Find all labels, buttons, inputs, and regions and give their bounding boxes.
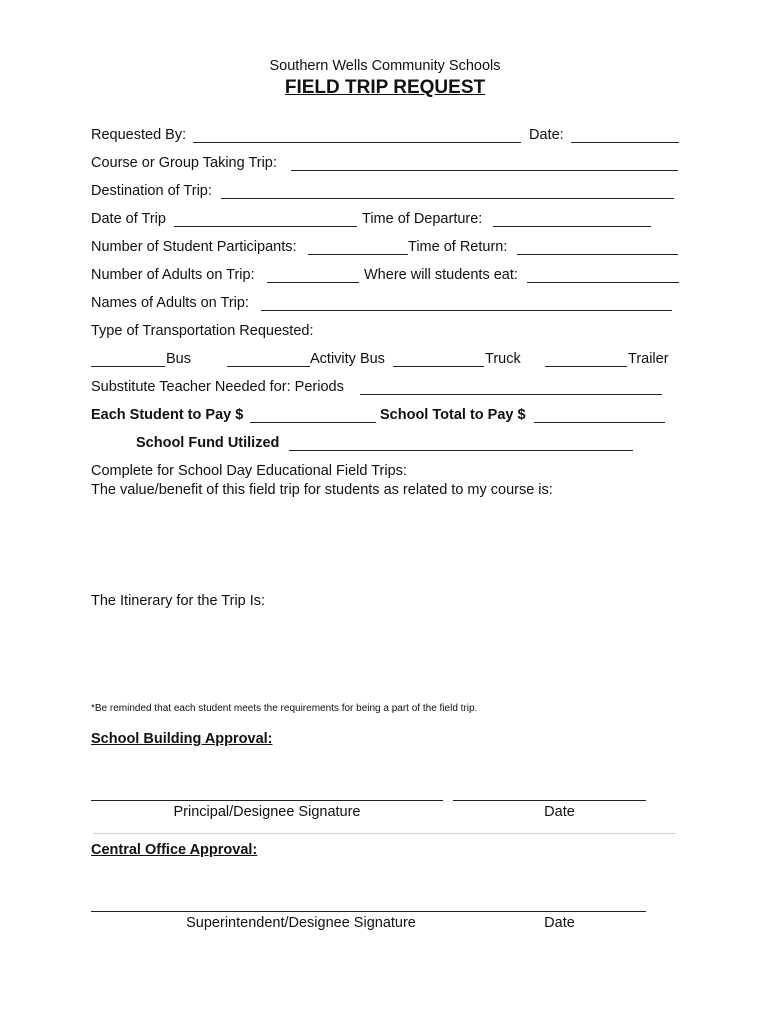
reminder-note: *Be reminded that each student meets the requirements for being a part of the field trip. [91, 703, 478, 714]
activity-bus-field[interactable] [227, 366, 310, 367]
time-return-field[interactable] [517, 254, 678, 255]
destination-field[interactable] [221, 198, 674, 199]
num-adults-label: Number of Adults on Trip: [91, 267, 255, 283]
bus-label: Bus [166, 351, 191, 367]
value-answer-area[interactable] [91, 502, 681, 586]
school-fund-field[interactable] [289, 450, 633, 451]
num-students-field[interactable] [308, 254, 408, 255]
each-student-pay-label: Each Student to Pay $ [91, 407, 244, 423]
educational-heading: Complete for School Day Educational Field Trips: [91, 463, 407, 479]
principal-date-label: Date [544, 804, 575, 820]
section-divider [93, 833, 676, 834]
date-label: Date: [529, 127, 564, 143]
where-eat-field[interactable] [527, 282, 679, 283]
central-approval-heading: Central Office Approval: [91, 842, 258, 858]
names-adults-label: Names of Adults on Trip: [91, 295, 249, 311]
principal-date-line[interactable] [453, 800, 646, 801]
destination-label: Destination of Trip: [91, 183, 212, 199]
superintendent-signature-line[interactable] [91, 911, 453, 912]
where-eat-label: Where will students eat: [364, 267, 518, 283]
trailer-label: Trailer [628, 351, 669, 367]
superintendent-date-line[interactable] [453, 911, 646, 912]
date-field[interactable] [571, 142, 679, 143]
itinerary-answer-area[interactable] [91, 614, 681, 698]
school-name: Southern Wells Community Schools [269, 58, 501, 74]
course-group-label: Course or Group Taking Trip: [91, 155, 277, 171]
superintendent-date-label: Date [544, 915, 575, 931]
transport-label: Type of Transportation Requested: [91, 323, 314, 339]
value-prompt: The value/benefit of this field trip for students as related to my course is: [91, 482, 553, 498]
principal-signature-label: Principal/Designee Signature [173, 804, 361, 820]
superintendent-signature-label: Superintendent/Designee Signature [186, 915, 416, 931]
trailer-field[interactable] [545, 366, 627, 367]
time-departure-field[interactable] [493, 226, 651, 227]
bus-field[interactable] [91, 366, 165, 367]
building-approval-heading: School Building Approval: [91, 731, 273, 747]
date-of-trip-label: Date of Trip [91, 211, 166, 227]
num-adults-field[interactable] [267, 282, 359, 283]
course-group-field[interactable] [291, 170, 678, 171]
principal-signature-line[interactable] [91, 800, 443, 801]
activity-bus-label: Activity Bus [310, 351, 385, 367]
school-total-pay-field[interactable] [534, 422, 665, 423]
form-title: FIELD TRIP REQUEST [284, 77, 486, 98]
requested-by-label: Requested By: [91, 127, 187, 143]
requested-by-field[interactable] [193, 142, 521, 143]
time-return-label: Time of Return: [408, 239, 508, 255]
school-fund-label: School Fund Utilized [136, 435, 280, 451]
itinerary-prompt: The Itinerary for the Trip Is: [91, 593, 266, 609]
school-total-pay-label: School Total to Pay $ [380, 407, 526, 423]
each-student-pay-field[interactable] [250, 422, 376, 423]
num-students-label: Number of Student Participants: [91, 239, 297, 255]
substitute-field[interactable] [360, 394, 662, 395]
names-adults-field[interactable] [261, 310, 672, 311]
time-departure-label: Time of Departure: [362, 211, 483, 227]
substitute-label: Substitute Teacher Needed for: Periods [91, 379, 344, 395]
truck-label: Truck [485, 351, 521, 367]
date-of-trip-field[interactable] [174, 226, 357, 227]
truck-field[interactable] [393, 366, 484, 367]
